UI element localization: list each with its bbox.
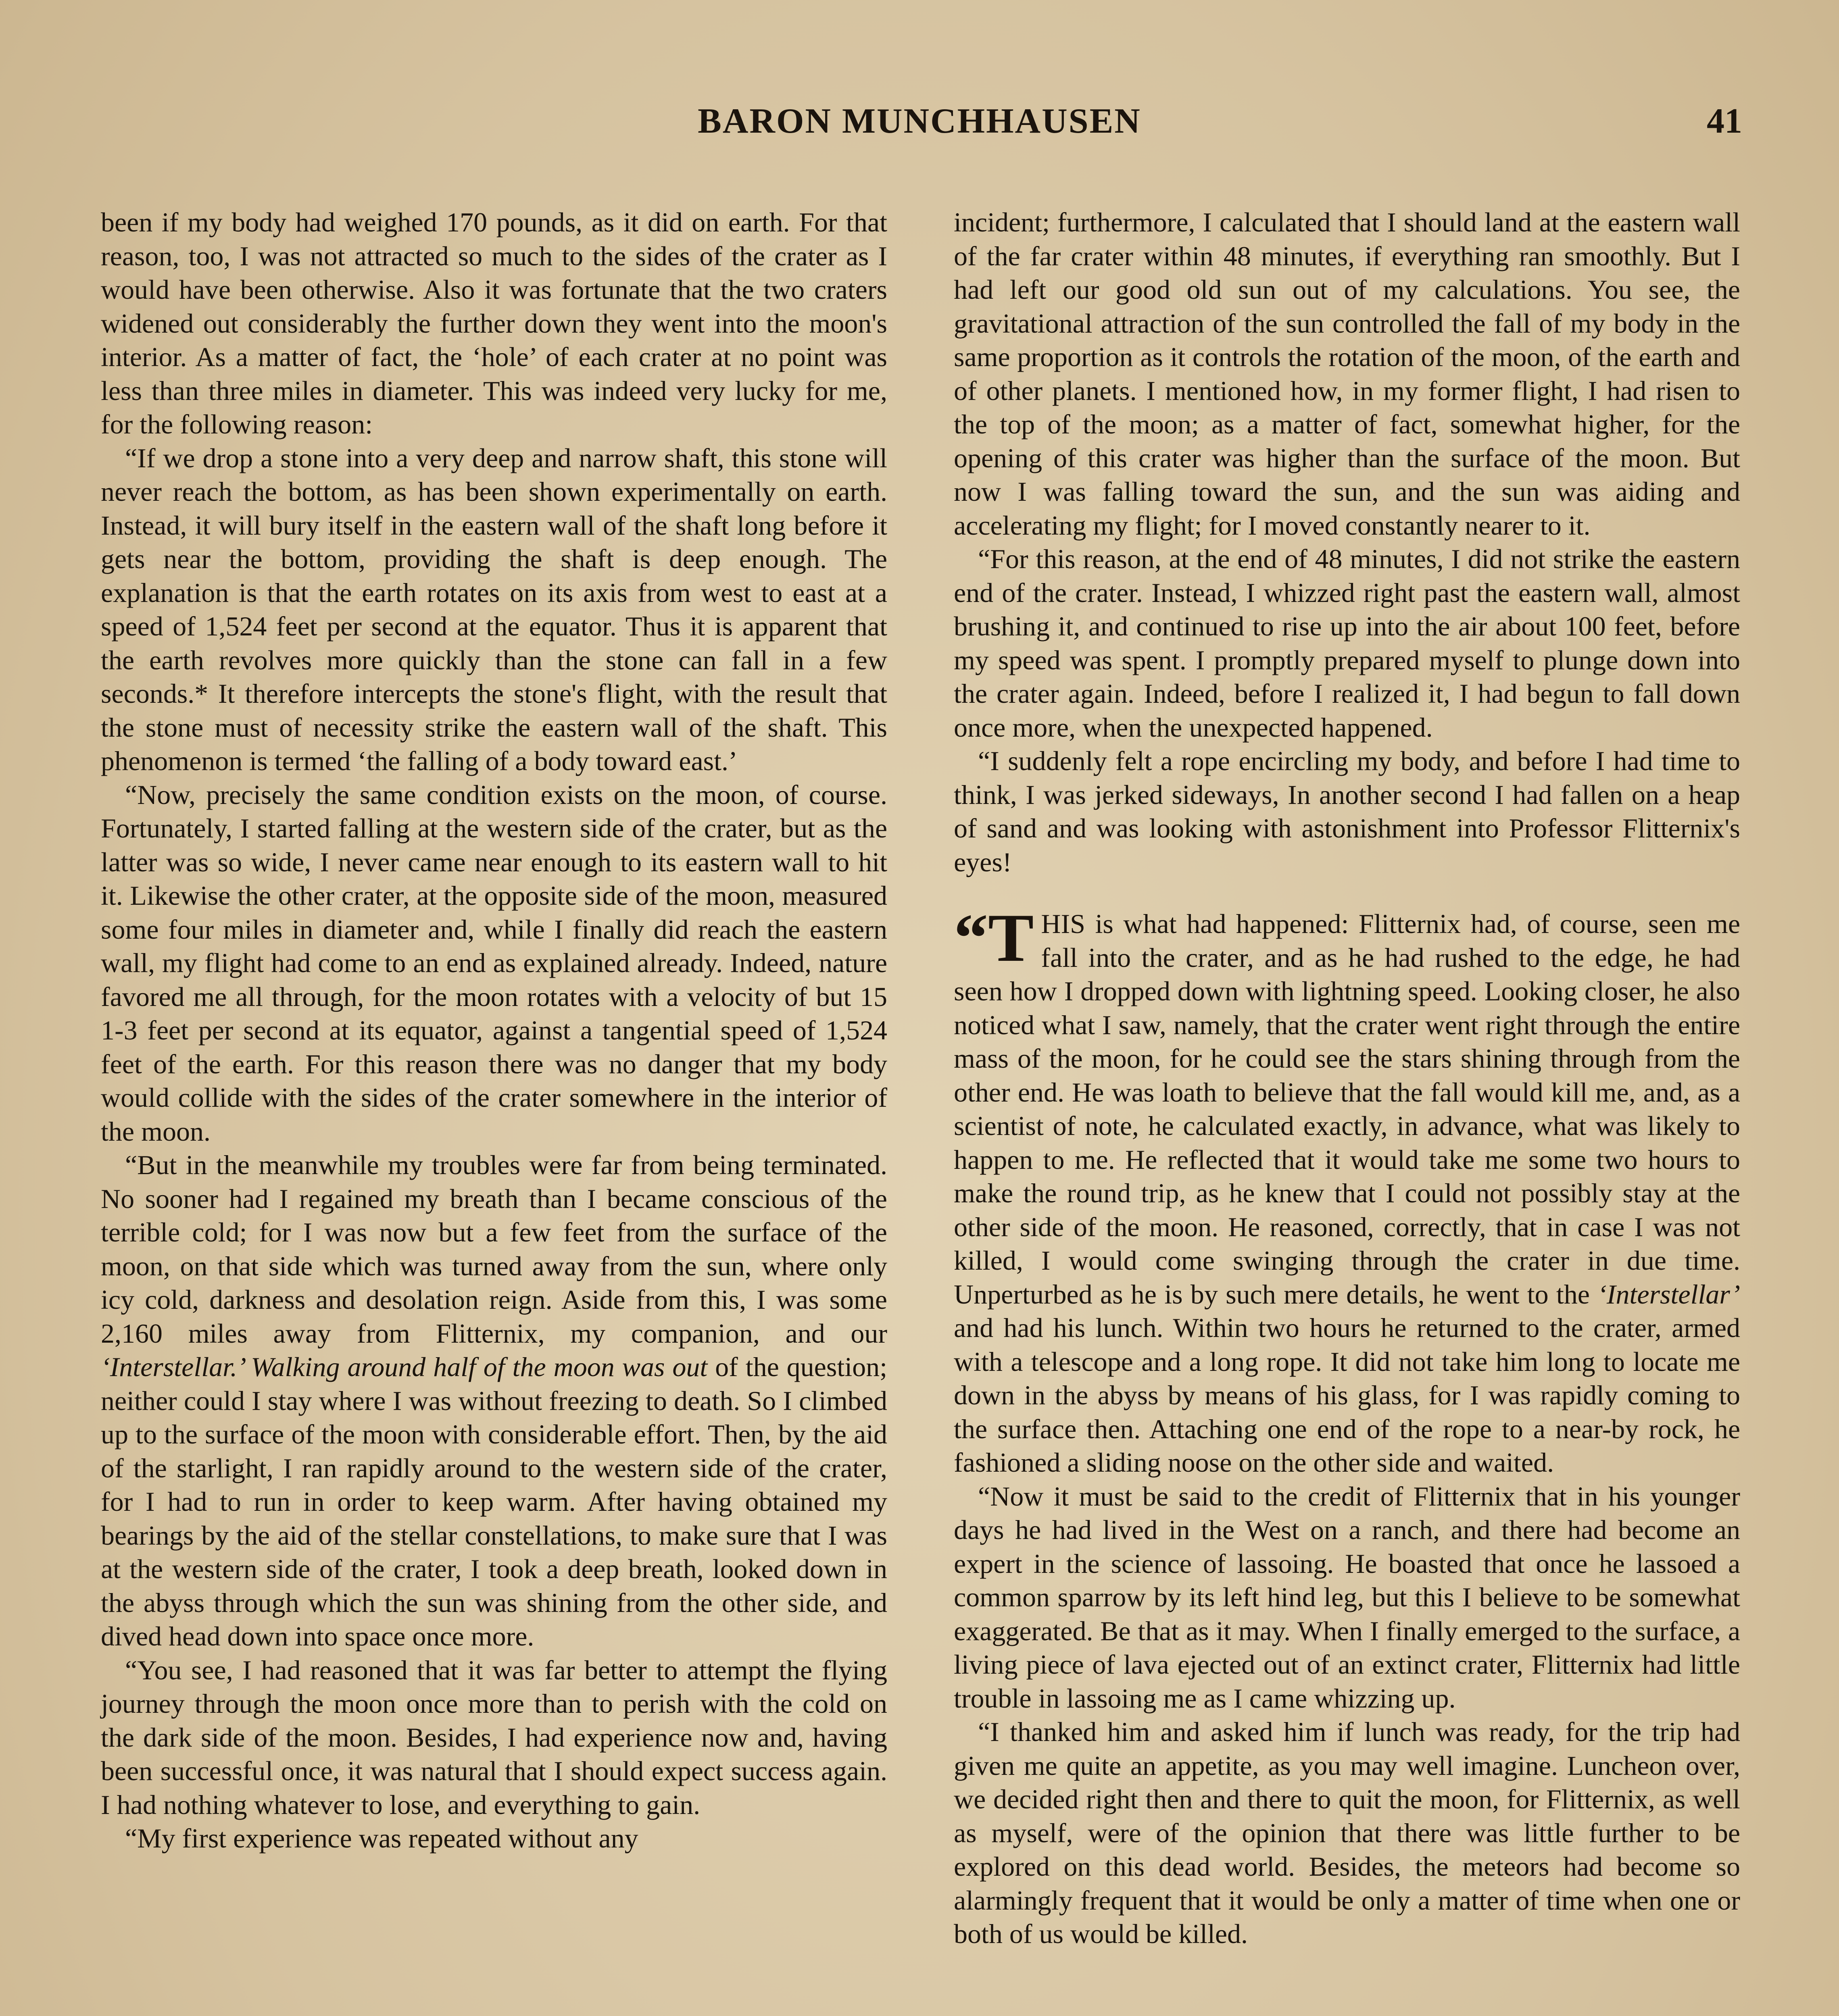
- paragraph: “You see, I had reasoned that it was far better to attempt the flying journey through the moon once more than to perish with the cold on the dark side of the moon. Besides, I had experience now and, having been successful once, it was natural that I should expect success again. I had nothing whatever to lose, and everything to gain.: [101, 1654, 887, 1820]
- section-opening-paragraph: [954, 900, 1740, 1480]
- paragraph: “If we drop a stone into a very deep and narrow shaft, this stone will never reach the bottom, as has been shown experimentally on earth. Instead, it will bury itself in the eastern wall of the shaft long before it gets near the bottom, providing the shaft is deep enough. The explanation is that the earth rotates on its axis from west to east at a speed of 1,524 feet per second at the equator. Thus it is apparent that the earth revolves more quickly than the stone can fall in a few seconds.* It therefore intercepts the stone's flight, with the result that the stone must of necessity strike the eastern wall of the shaft. This phenomenon is termed ‘the falling of a body toward east.’: [101, 442, 887, 776]
- paragraph: “Now it must be said to the credit of Flitternix that in his younger days he had lived in the West on a ranch, and there had become an expert in the science of lassoing. He boasted that once he lassoed a common sparrow by its left hind leg, but this I believe to be somewhat exaggerated. Be that as it may. When I finally emerged to the surface, a living piece of lava ejected out of an extinct crater, Flitternix had little trouble in lassoing me as I came whizzing up.: [954, 1481, 1740, 1714]
- right-column: [954, 206, 1740, 1951]
- italic-text: ‘Interstellar.’ Walking around half of the moon was out: [101, 1352, 708, 1382]
- paragraph: “For this reason, at the end of 48 minutes, I did not strike the eastern end of the crater. Instead, I whizzed right past the eastern wall, almost brushing it, and continued to rise up into the air about 100 feet, before my speed was spent. I promptly prepared myself to plunge down into the crater again. Indeed, before I realized it, I had begun to fall down once more, when the unexpected happened.: [954, 544, 1740, 743]
- text-run: “But in the meanwhile my troubles were far from being terminated. No sooner had I regained my breath than I became conscious of the terrible cold; for I was now but a few feet from the surface of the moon, on that side which was turned away from the sun, where only icy cold, darkness and desolation reign. Aside from this, I was some 2,160 miles away from Flitternix, my companion, and our: [101, 1150, 887, 1349]
- paragraph: been if my body had weighed 170 pounds, as it did on earth. For that reason, too, I was not attracted so much to the sides of the crater as I would have been otherwise. Also it was fortunate that the two craters widened out considerably the further down they went into the moon's interior. As a matter of fact, the ‘hole’ of each crater at no point was less than three miles in diameter. This was indeed very lucky for me, for the following reason:: [101, 207, 887, 439]
- text-run: and had his lunch. Within two hours he returned to the crater, armed with a telescope and a long rope. It did not take him long to locate me down in the abyss by means of his glass, for I was rapidly coming to the surface then. Attaching one end of the rope to a near-by rock, he fashioned a sliding noose on the other side and waited.: [954, 1312, 1740, 1478]
- text-run: HIS is what had happened: Flitternix had, of course, seen me fall into the crater, and as he had rushed to the edge, he had seen how I dropped down with lightning speed. Looking closer, he also noticed what I saw, namely, that the crater went right through the entire mass of the moon, for he could see the stars shining through from the other end. He was loath to believe that the fall would kill me, and, as a scientist of note, he calculated exactly, in advance, what was likely to happen to me. He reflected that it would take me some two hours to make the round trip, as he knew that I could not possibly stay at the other side of the moon. He reasoned, correctly, that in case I was not killed, I would come swinging through the crater in due time. Unperturbed as he is by such mere details, he went to the: [954, 908, 1740, 1310]
- text-run: of the question; neither could I stay where I was without freezing to death. So I climbed up to the surface of the moon with considerable effort. Then, by the aid of the starlight, I ran rapidly around to the western side of the crater, for I had to run in order to keep warm. After having obtained my bearings by the aid of the stellar constellations, to make sure that I was at the western side of the crater, I took a deep breath, looked down in the abyss through which the sun was shining from the other side, and dived head down into space once more.: [101, 1352, 888, 1652]
- paragraph: incident; furthermore, I calculated that I should land at the eastern wall of the far crater within 48 minutes, if everything ran smoothly. But I had left our good old sun out of my calculations. You see, the gravitational attraction of the sun controlled the fall of my body in the same proportion as it controls the rotation of the moon, of the earth and of other planets. I mentioned how, in my former flight, I had risen to the top of the moon; as a matter of fact, somewhat higher, for the opening of this crater was higher than the surface of the moon. But now I was falling toward the sun, and the sun was aiding and accelerating my flight; for I moved constantly nearer to it.: [954, 207, 1740, 541]
- running-title: BARON MUNCHHAUSEN: [698, 102, 1141, 141]
- paragraph: “I suddenly felt a rope encircling my body, and before I had time to think, I was jerked sideways, In another second I had fallen on a heap of sand and was looking with astonishment into Professor Flitternix's eyes!: [954, 746, 1740, 877]
- paragraph: “My first experience was repeated without any: [125, 1823, 638, 1854]
- paragraph: “I thanked him and asked him if lunch was ready, for the trip had given me quite an appetite, as you may well imagine. Luncheon over, we decided right then and there to quit the moon, for Flitternix, as well as myself, were of the opinion that there was little further to be explored on this dead world. Besides, the meteors had become so alarmingly frequent that it would be only a matter of time when one or both of us would be killed.: [954, 1716, 1740, 1949]
- paragraph: [101, 1148, 887, 1654]
- page-header: [0, 101, 1839, 149]
- page-number: 41: [1707, 102, 1742, 141]
- italic-text: ‘Interstellar’: [1597, 1279, 1740, 1310]
- left-column: [101, 206, 887, 1856]
- paragraph: “Now, precisely the same condition exists on the moon, of course. Fortunately, I started falling at the western side of the crater, but as the latter was so wide, I never came near enough to its eastern wall to hit it. Likewise the other crater, at the opposite side of the moon, measured some four miles in diameter and, while I finally did reach the eastern wall, my flight had come to an end as explained already. Indeed, nature favored me all through, for the moon rotates with a velocity of but 15 1-3 feet per second at its equator, against a tangential speed of 1,524 feet of the earth. For this reason there was no danger that my body would collide with the sides of the crater somewhere in the interior of the moon.: [101, 779, 887, 1147]
- drop-cap: “T: [954, 900, 1034, 976]
